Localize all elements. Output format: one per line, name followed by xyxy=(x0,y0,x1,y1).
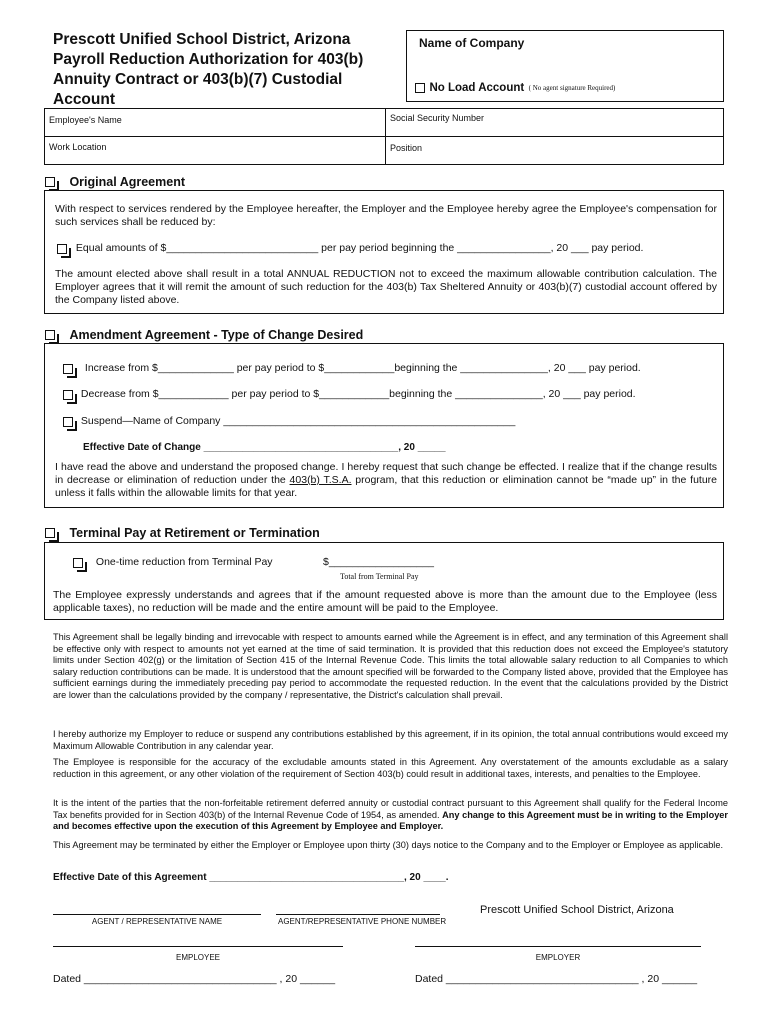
change-effective-date: Effective Date of Change ___________________________________, 20 _____ xyxy=(83,442,446,453)
equal-amounts-text: Equal amounts of $__________________________ per pay period beginning the ________________, 20 ___ pay period. xyxy=(75,242,644,254)
increase-row[interactable] xyxy=(63,362,641,375)
agent-phone-line[interactable] xyxy=(276,914,440,915)
statement-part-a: I have read the above and understand the proposed change. I hereby request that such change be effected. I realize that if the change results in decrease or elimination of reduction under the xyxy=(55,461,717,486)
original-heading-row[interactable] xyxy=(45,173,185,191)
dated-employee[interactable]: Dated _________________________________ , 20 ______ xyxy=(53,973,336,985)
statement-link: 403(b) T.S.A. xyxy=(289,474,352,486)
decrease-row[interactable] xyxy=(63,388,636,401)
terminal-heading-row[interactable] xyxy=(45,524,320,542)
amendment-statement xyxy=(55,461,717,500)
position-field[interactable] xyxy=(385,136,724,165)
employer-signature-line[interactable] xyxy=(415,946,701,947)
no-load-note: ( No agent signature Required) xyxy=(528,83,616,92)
no-load-checkbox[interactable] xyxy=(415,83,425,93)
original-checkbox[interactable] xyxy=(45,177,55,187)
terminal-heading: Terminal Pay at Retirement or Termination xyxy=(69,525,320,540)
employee-name-label: Employee's Name xyxy=(49,115,122,125)
terminal-checkbox[interactable] xyxy=(45,528,55,538)
amendment-heading-row[interactable] xyxy=(45,326,363,344)
position-label: Position xyxy=(390,143,423,153)
employee-label: EMPLOYEE xyxy=(175,953,220,962)
onetime-text: One-time reduction from Terminal Pay xyxy=(95,556,273,568)
agent-phone-label: AGENT/REPRESENTATIVE PHONE NUMBER xyxy=(278,917,447,926)
agent-name-line[interactable] xyxy=(53,914,261,915)
statement-part-b: program, that this reduction or elimination cannot be “made up” in the future unless it falls within the allowable limits for that year. xyxy=(55,474,717,499)
amendment-box xyxy=(44,343,724,508)
terminal-box xyxy=(44,542,724,620)
terminal-amount-caption: Total from Terminal Pay xyxy=(340,572,419,581)
suspend-row[interactable] xyxy=(63,415,515,428)
decrease-checkbox[interactable] xyxy=(63,390,73,400)
agent-name-label: AGENT / REPRESENTATIVE NAME xyxy=(91,917,223,926)
increase-text: Increase from $_____________ per pay period to $____________beginning the _______________, 20 ___ pay period. xyxy=(84,362,641,374)
company-box xyxy=(406,30,724,102)
title-line-2: Payroll Reduction Authorization for 403(b) xyxy=(53,51,364,68)
terms-paragraph-4-bold: Any change to this Agreement must be in writing to the Employer and becomes effective upon the execution of this Agreement by Employee and Employer. xyxy=(53,809,728,832)
employee-signature-line[interactable] xyxy=(53,946,343,947)
employer-label: EMPLOYER xyxy=(535,953,581,962)
decrease-text: Decrease from $____________ per pay period to $____________beginning the _______________, 20 ___ pay period. xyxy=(80,388,636,400)
dated-employer[interactable]: Dated _________________________________ , 20 ______ xyxy=(415,973,698,985)
title-line-3: Annuity Contract or 403(b)(7) Custodial Account xyxy=(53,71,343,108)
original-box xyxy=(44,190,724,314)
agreement-effective-date: Effective Date of this Agreement ___________________________________, 20 ____. xyxy=(53,872,449,883)
terminal-note: The Employee expressly understands and agrees that if the amount requested above is more than the amount due to the Employee (less applicable taxes), no reduction will be made and the entire amount will be paid to the Employee. xyxy=(53,589,717,614)
equal-amounts-checkbox[interactable] xyxy=(57,244,67,254)
title-line-1: Prescott Unified School District, Arizona xyxy=(53,31,351,48)
amendment-checkbox[interactable] xyxy=(45,330,55,340)
equal-amounts-row[interactable] xyxy=(57,242,643,255)
terms-paragraph-1: This Agreement shall be legally binding and irrevocable with respect to amounts earned while the Agreement is in effect, and any termination of this Agreement shall be effective only with respect to amounts not yet earned at the time of said termination. It is provided that this reduction does not exceed the Employee's statutory limits under Section 402(g) or the limitation of Section 415 of the Internal Revenue Code. This limits the total allowable salary reduction to all Companies to which salary reduction contributions can be made. It is understood that the amount specified will be forwarded to the Company listed above, provided that the Employee has sufficient earnings during the immediately preceding pay period to accommodate the requested reduction. In the event that the calculations provided by the District are lower than the calculations provided by the company / representative, the District's calculation shall prevail. xyxy=(53,632,728,700)
work-location-label: Work Location xyxy=(49,142,107,152)
work-location-field[interactable] xyxy=(44,136,386,165)
terms-paragraph-3: The Employee is responsible for the accuracy of the excludable amounts stated in this Agreement. Any overstatement of the amounts excludable as a salary reduction in this agreement, or any other violation of the requirement of Section 403(b) could result in additional taxes, interests, and penalties to the Employee. xyxy=(53,757,728,779)
terms-paragraph-4-text: It is the intent of the parties that the non-forfeitable retirement deferred annuity or custodial contract pursuant to this Agreement shall qualify for the Federal Income Tax benefits provided for in Section 403(b) of the Internal Revenue Code of 1954, as amended. xyxy=(53,798,728,820)
terms-paragraph-2: I hereby authorize my Employer to reduce or suspend any contributions established by this agreement, if in its opinion, the total annual contributions would exceed my Maximum Allowable Contribution in any calendar year. xyxy=(53,729,728,751)
no-load-label: No Load Account xyxy=(429,81,525,94)
original-heading: Original Agreement xyxy=(69,174,185,189)
district-name: Prescott Unified School District, Arizona xyxy=(480,904,674,916)
company-label: Name of Company xyxy=(419,36,525,50)
terminal-amount[interactable]: $__________________ xyxy=(323,556,434,568)
suspend-checkbox[interactable] xyxy=(63,417,73,427)
employee-name-field[interactable] xyxy=(44,108,386,137)
ssn-field[interactable] xyxy=(385,108,724,137)
no-load-row[interactable] xyxy=(415,79,615,97)
terms-paragraph-4 xyxy=(53,798,728,833)
original-note: The amount elected above shall result in a total ANNUAL REDUCTION not to exceed the maximum allowable contribution calculation. The Employer agrees that it will remit the amount of such reduction for the 403(b) Tax Sheltered Annuity or 403(b)(7) custodial account offered by the Company listed above. xyxy=(55,268,717,306)
form-title xyxy=(53,30,403,110)
suspend-text: Suspend—Name of Company __________________________________________________ xyxy=(80,415,516,427)
ssn-label: Social Security Number xyxy=(390,113,485,123)
onetime-row[interactable] xyxy=(73,556,273,569)
amendment-heading: Amendment Agreement - Type of Change Desired xyxy=(69,327,364,342)
onetime-checkbox[interactable] xyxy=(73,558,83,568)
terms-paragraph-5: This Agreement may be terminated by either the Employer or Employee upon thirty (30) days notice to the Company and to the Employer or Employee as applicable. xyxy=(53,840,724,850)
increase-checkbox[interactable] xyxy=(63,364,73,374)
original-intro: With respect to services rendered by the Employee hereafter, the Employer and the Employee hereby agree the Employee's compensation for such services shall be reduced by: xyxy=(55,203,717,228)
